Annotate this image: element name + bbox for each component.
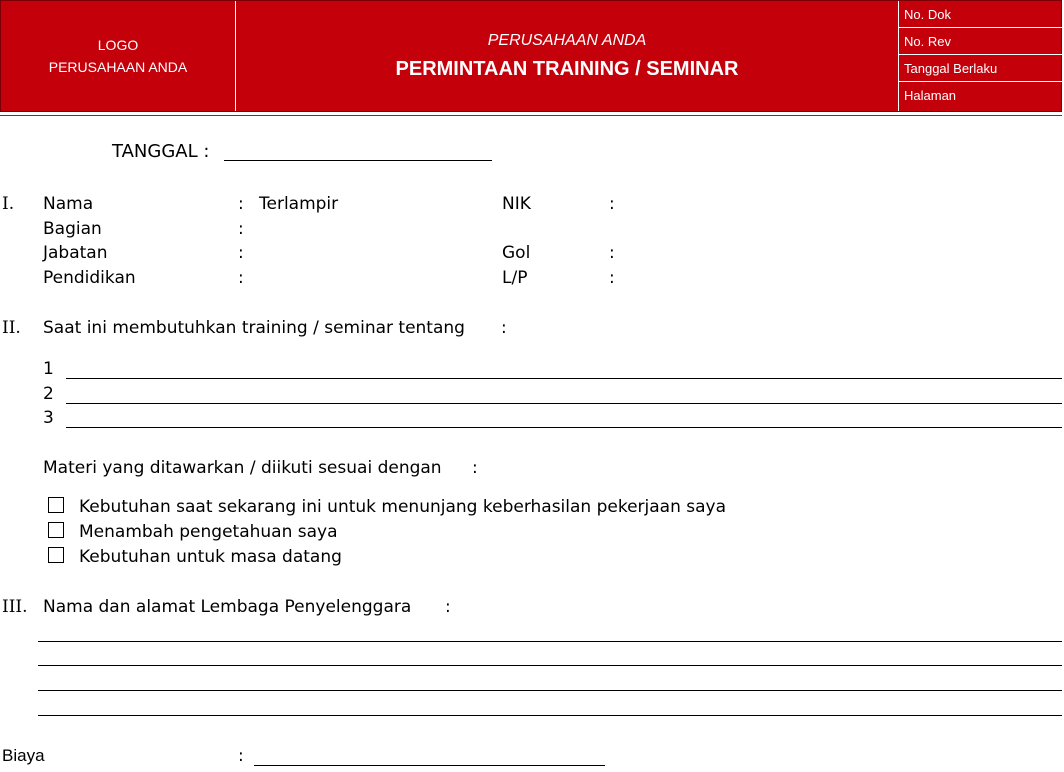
field-label-gender: L/P — [502, 268, 528, 288]
logo-line-2: PERUSAHAAN ANDA — [48, 59, 188, 75]
section-3-title: Nama dan alamat Lembaga Penyelenggara — [43, 597, 412, 617]
field-value-nama[interactable]: Terlampir — [259, 194, 339, 214]
option-label: Kebutuhan untuk masa datang — [79, 547, 342, 567]
field-label-bagian: Bagian — [43, 219, 102, 239]
meta-page: Halaman — [904, 88, 957, 103]
training-item-line[interactable] — [66, 403, 1062, 404]
materi-colon: : — [472, 458, 478, 478]
meta-revision: No. Rev — [899, 28, 1062, 55]
training-item-number: 2 — [43, 384, 54, 404]
training-item-number: 1 — [43, 359, 54, 379]
field-label-jabatan: Jabatan — [43, 243, 108, 263]
header-title-block — [236, 1, 898, 111]
training-item-line[interactable] — [66, 427, 1062, 428]
field-colon: : — [238, 219, 244, 239]
field-colon: : — [238, 194, 244, 214]
form-title: PERMINTAAN TRAINING / SEMINAR — [395, 57, 739, 80]
company-logo — [1, 1, 236, 111]
field-label-nama: Nama — [43, 194, 94, 214]
section-1-number: I. — [2, 194, 15, 214]
field-colon: : — [609, 243, 615, 263]
field-label-nik: NIK — [502, 194, 531, 214]
field-label-pendidikan: Pendidikan — [43, 268, 136, 288]
date-label: TANGGAL : — [112, 141, 210, 162]
biaya-field[interactable] — [254, 765, 605, 766]
option-label: Menambah pengetahuan saya — [79, 522, 338, 542]
section-2-title: Saat ini membutuhkan training / seminar tentang — [43, 318, 465, 338]
biaya-colon: : — [238, 746, 244, 766]
organizer-line[interactable] — [38, 665, 1062, 666]
training-item-line[interactable] — [66, 378, 1062, 379]
date-field[interactable] — [224, 160, 492, 161]
header-divider — [0, 115, 1062, 116]
form-header — [0, 0, 1062, 112]
logo-line-1: LOGO — [97, 37, 139, 53]
company-name: PERUSAHAAN ANDA — [487, 31, 647, 49]
organizer-line[interactable] — [38, 690, 1062, 691]
biaya-label: Biaya — [2, 746, 45, 765]
option-label: Kebutuhan saat sekarang ini untuk menunjang keberhasilan pekerjaan saya — [79, 497, 727, 517]
training-item-number: 3 — [43, 408, 54, 428]
organizer-line[interactable] — [38, 641, 1062, 642]
meta-effective-date: Tanggal Berlaku — [899, 55, 1062, 82]
option-checkbox[interactable] — [48, 547, 64, 563]
field-colon: : — [609, 268, 615, 288]
option-checkbox[interactable] — [48, 497, 64, 513]
section-2-colon: : — [501, 318, 507, 338]
organizer-line[interactable] — [38, 715, 1062, 716]
document-meta-table — [898, 1, 1062, 111]
materi-label: Materi yang ditawarkan / diikuti sesuai dengan — [43, 458, 442, 478]
section-2-number: II. — [2, 318, 21, 338]
section-3-number: III. — [2, 597, 28, 617]
field-colon: : — [238, 268, 244, 288]
meta-doc-number: No. Dok — [899, 1, 1062, 28]
option-checkbox[interactable] — [48, 522, 64, 538]
field-label-gol: Gol — [502, 243, 531, 263]
field-colon: : — [238, 243, 244, 263]
field-colon: : — [609, 194, 615, 214]
section-3-colon: : — [445, 597, 451, 617]
